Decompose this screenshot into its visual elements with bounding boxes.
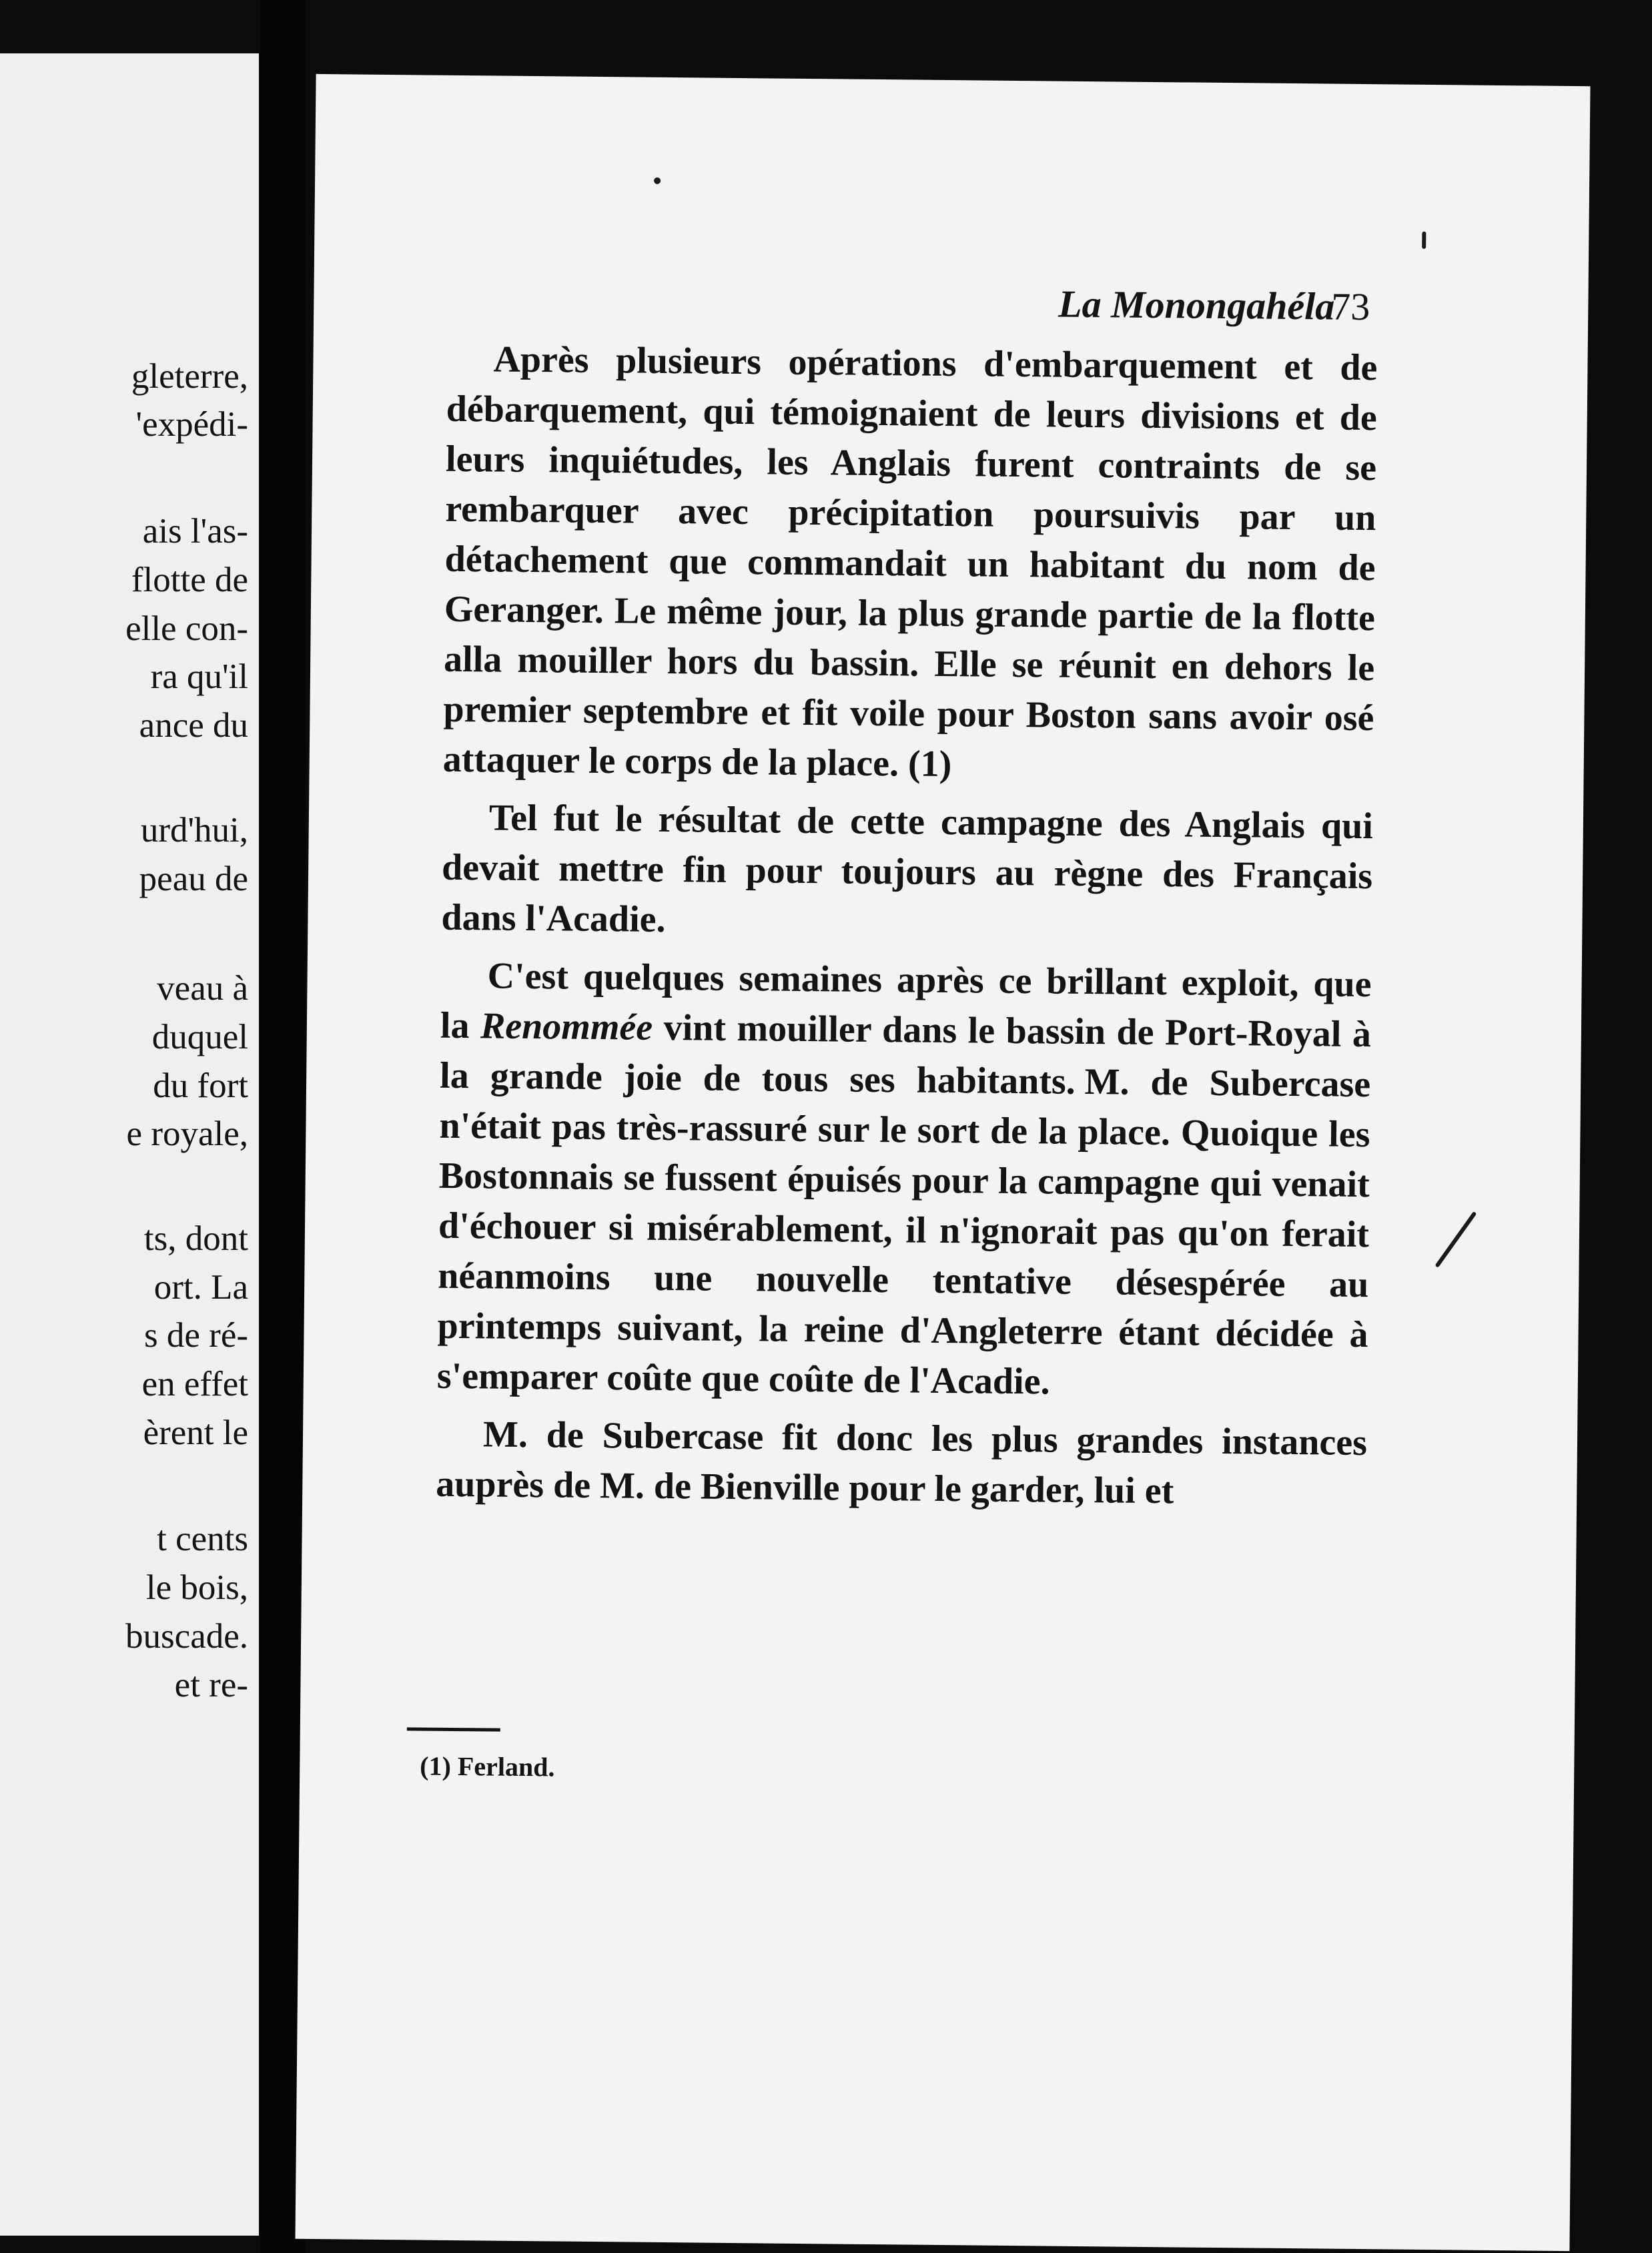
left-line: ance du — [139, 706, 248, 745]
left-line: en effet — [141, 1365, 248, 1403]
paragraph-text: C'est quelques semaines après ce brillant exploit, que la — [440, 955, 1372, 1047]
left-line: buscade. — [125, 1617, 248, 1656]
running-head: La Monongahéla — [1058, 282, 1335, 328]
page-number: 73 — [1331, 284, 1370, 329]
left-line: ra qu'il — [150, 657, 248, 696]
paragraph: Après plusieurs opérations d'embarquement et de débarquement, qui témoignaient de leurs divisions et de leurs inquiétudes, les Anglais furent contraints de se rembarquer avec précipitation poursuivis par un détachement que commandait un habitant du nom de Geranger. Le même jour, la plus grande partie de la flotte alla mouiller hors du bassin. Elle se réunit en dehors le premier septembre et fit voile pour Boston sans avoir osé attaquer le corps de la place. (1) — [442, 338, 1378, 785]
left-line: elle con- — [125, 609, 248, 648]
left-line: e royale, — [126, 1114, 248, 1153]
footnote: (1) Ferland. — [420, 1750, 555, 1783]
footnote-rule — [407, 1727, 500, 1731]
left-line: flotte de — [131, 561, 248, 599]
left-line: urd'hui, — [140, 811, 248, 850]
previous-page — [0, 53, 259, 2236]
left-line: ort. La — [153, 1268, 248, 1307]
left-line: gleterre, — [131, 357, 248, 396]
left-line: veau à — [157, 969, 248, 1008]
left-line: du fort — [153, 1066, 248, 1105]
paragraph-text: vint mouiller dans le bassin de Port-Royal à la grande joie de tous ses habitants. — [439, 1006, 1372, 1102]
left-line: s de ré- — [144, 1316, 248, 1355]
left-line: ais l'as- — [142, 512, 248, 551]
ink-speck — [654, 178, 661, 184]
left-line: 'expédi- — [135, 405, 248, 444]
body-text — [436, 334, 1378, 1526]
ink-speck — [1422, 232, 1426, 249]
paragraph-text: M. de Subercase n'était pas très-rassuré sur le sort de la place. Quoique les Bostonnais se fussent épuisés pour la campagne qui venait d'échouer si misérablement, il n'ignorait pas qu'on ferait néanmoins une nouvelle tentative désespérée au printemps suivant, la reine d'Angleterre étant décidée à s'emparer coûte que coûte de l'Acadie. — [436, 1061, 1371, 1403]
paragraph: Tel fut le résultat de cette campagne des Anglais qui devait mettre fin pour toujours au règne des Français dans l'Acadie. — [441, 797, 1374, 940]
page — [295, 74, 1590, 2251]
ink-speck — [1434, 1211, 1477, 1268]
left-line: t cents — [157, 1520, 248, 1558]
left-line: èrent le — [143, 1413, 248, 1452]
ship-name: Renommée — [480, 1005, 653, 1048]
paragraph: M. de Subercase fit donc les plus grandes instances auprès de M. de Bienville pour le garder, lui et — [436, 1413, 1368, 1512]
left-line: et re- — [174, 1666, 248, 1704]
left-line: duquel — [151, 1018, 248, 1056]
left-line: ts, dont — [143, 1219, 248, 1258]
paragraph — [437, 951, 1372, 1410]
left-line: le bois, — [145, 1568, 248, 1607]
left-line: peau de — [139, 860, 248, 898]
